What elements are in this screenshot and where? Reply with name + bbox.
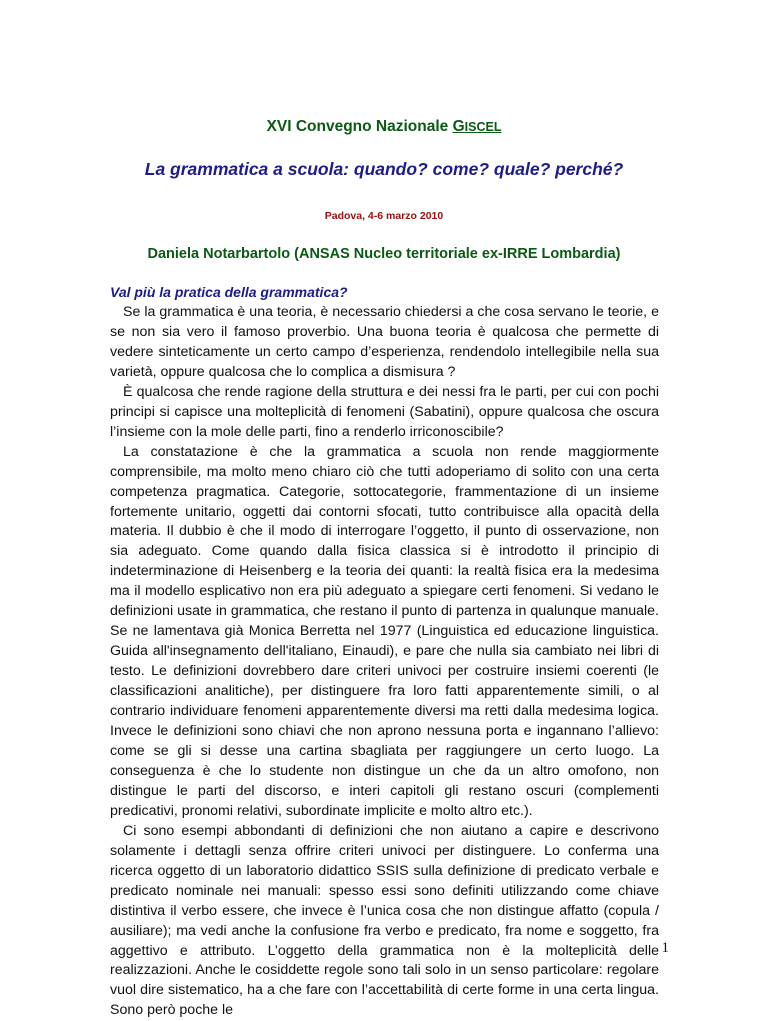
section-heading: Val più la pratica della grammatica? <box>110 284 348 300</box>
author-line: Daniela Notarbartolo (ANSAS Nucleo territoriale ex-IRRE Lombardia) <box>147 246 621 262</box>
place-date: Padova, 4-6 marzo 2010 <box>324 210 444 222</box>
conference-title <box>0 118 768 136</box>
paragraph: La constatazione è che la grammatica a scuola non rende maggiormente comprensibile, ma molto meno chiaro ciò che tutti adoperiamo di solito con una certa competenza pragmatica. Categorie, sottocategorie, frammentazione di un insieme fortemente unitario, oggetti dai contorni sfocati, tutto contribuisce alla opacità della materia. Il dubbio è che il modo di interrogare l’oggetto, il punto di osservazione, non sia adeguato. Come quando dalla fisica classica si è introdotto il principio di indeterminazione di Heisenberg e la teoria dei quanti: la realtà fisica era la medesima ma il modello esplicativo non era più adeguato a spiegare certi fenomeni. Si vedano le definizioni usate in grammatica, che restano il punto di partenza in qualunque manuale. Se ne lamentava già Monica Berretta nel 1977 (Linguistica ed educazione linguistica. Guida all'insegnamento dell'italiano, Einaudi), e pare che nulla sia cambiato nei libri di testo. Le definizioni dovrebbero dare criteri univoci per costruire insiemi coerenti (le classificazioni analitiche), per distinguere fra loro fatti apparentemente simili, o al contrario individuare fenomeni apparentemente diversi ma retti dalla medesima logica. Invece le definizioni sono chiavi che non aprono nessuna porta e ingannano l’allievo: come se gli si desse una cartina sbagliata per raggiungere un certo luogo. La conseguenza è che lo studente non distingue un che da un altro omofono, non distingue le parti del discorso, e interi capitoli gli restano oscuri (complementi predicativi, pronomi relativi, subordinate implicite e molto altro etc.). <box>110 443 659 819</box>
paragraph: Se la grammatica è una teoria, è necessario chiedersi a che cosa servano le teorie, e se non sia vero il famoso proverbio. Una buona teoria è qualcosa che permette di vedere sinteticamente un certo campo d’esperienza, rendendolo intellegibile nella sua varietà, oppure qualcosa che lo complica a dismisura ? <box>110 304 659 380</box>
organization-first-letter: G <box>452 118 465 135</box>
conference-prefix: XVI Convegno Nazionale <box>266 118 453 135</box>
body-text <box>110 303 659 1021</box>
page-number: 1 <box>661 940 669 956</box>
paragraph: Ci sono esempi abbondanti di definizioni che non aiutano a capire e descrivono solamente i dettagli senza offrire criteri univoci per distinguere. Lo conferma una ricerca oggetto di un laboratorio didattico SSIS sulla definizione di predicato verbale e predicato nominale nei manuali: spesso essi sono definiti utilizzando come chiave distintiva il verbo essere, che invece è l’unica cosa che non distingue affatto (copula / ausiliare); ma vedi anche la confusione fra verbo e predicato, fra nome e soggetto, fra aggettivo e attributo. L’oggetto della grammatica non è la molteplicità delle realizzazioni. Anche le cosiddette regole sono tali solo in un senso particolare: regolare vuol dire sistematico, ha a che fare con l’accettabilità di certe forme in una certa lingua. Sono però poche le <box>110 822 659 1019</box>
main-title: La grammatica a scuola: quando? come? quale? perché? <box>144 159 624 179</box>
organization-name <box>453 118 502 135</box>
organization-rest: ISCEL <box>464 120 502 134</box>
paragraph: È qualcosa che rende ragione della struttura e dei nessi fra le parti, per cui con pochi principi si capisce una molteplicità di fenomeni (Sabatini), oppure qualcosa che oscura l’insieme con la mole delle parti, fino a renderlo irriconoscibile? <box>110 383 659 440</box>
